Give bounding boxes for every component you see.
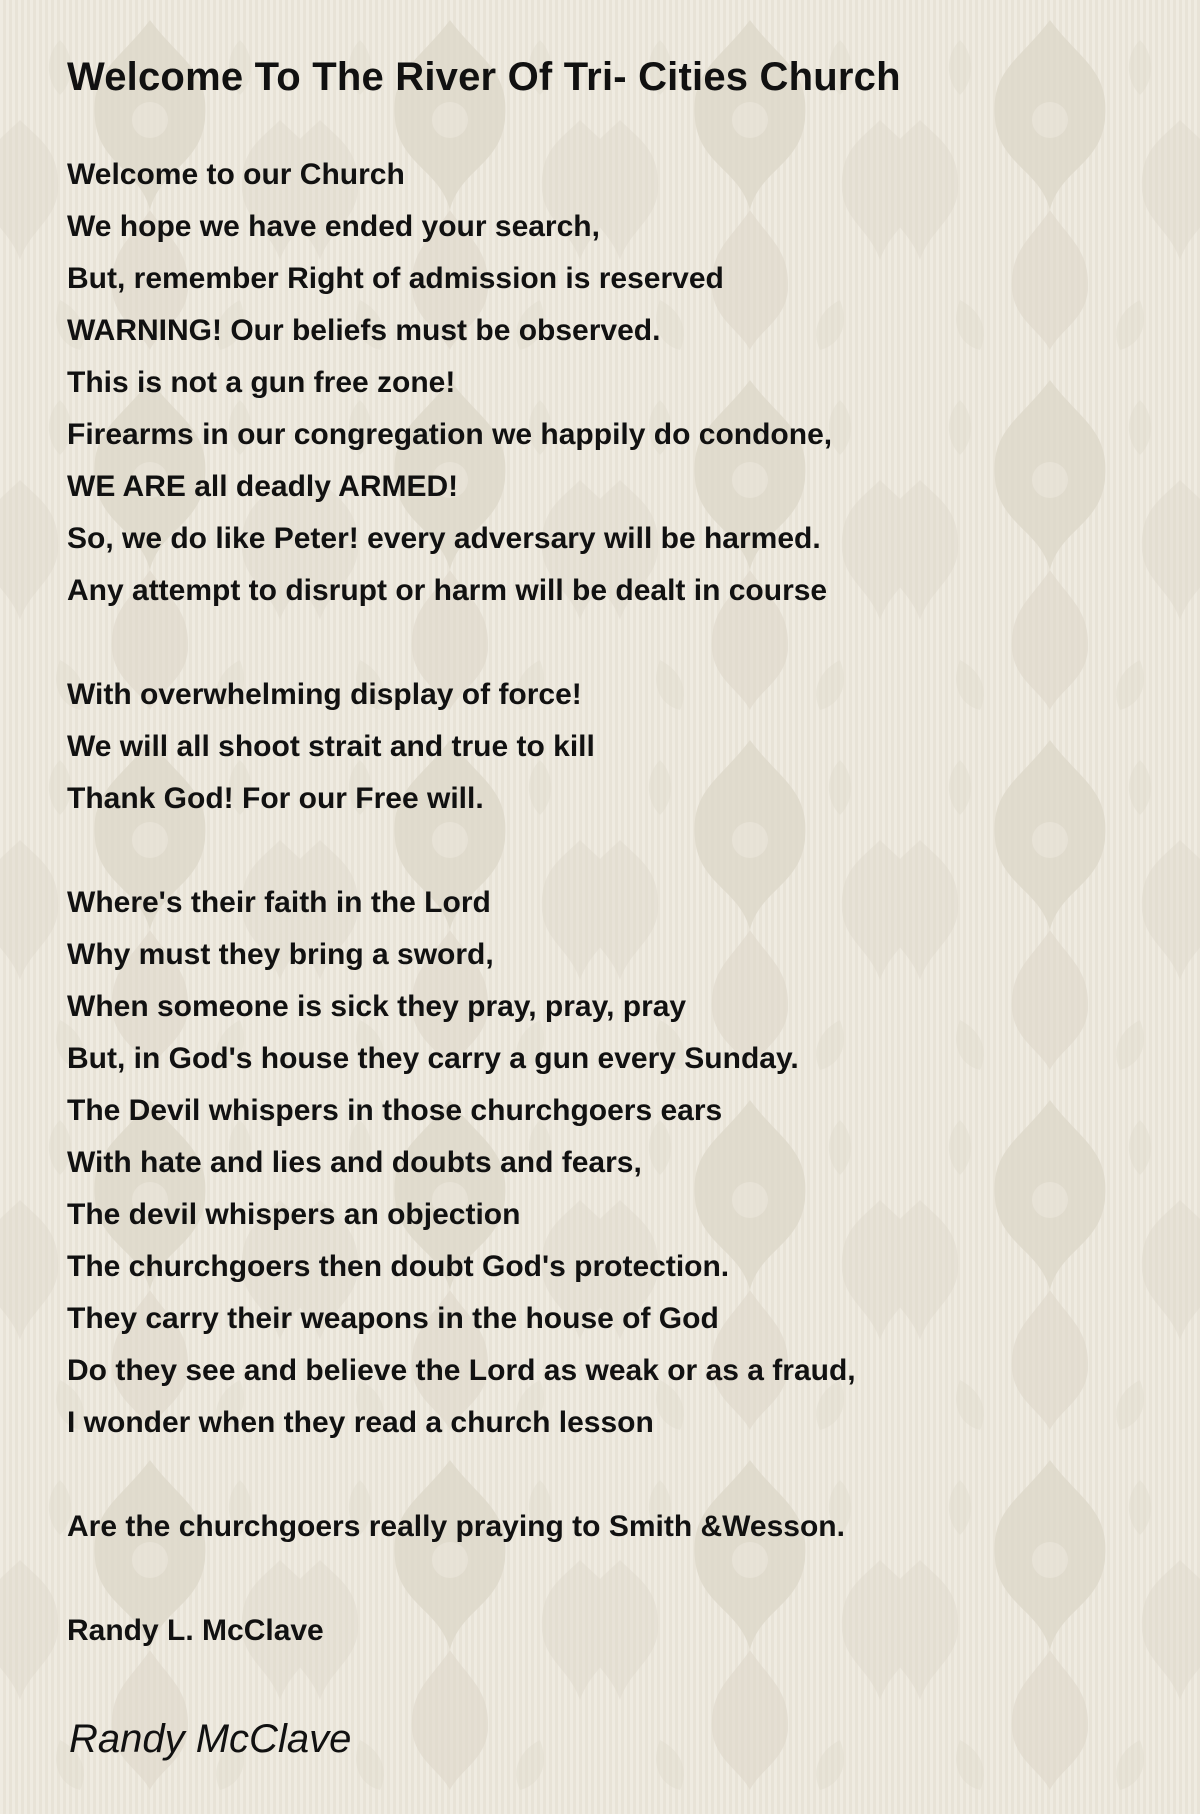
poem-line: This is not a gun free zone!	[67, 366, 456, 399]
poem-line: WARNING! Our beliefs must be observed.	[67, 314, 661, 347]
poem-line: Firearms in our congregation we happily do condone,	[67, 418, 833, 451]
poem-line: Where's their faith in the Lord	[67, 886, 491, 919]
poem-body	[67, 149, 1147, 1605]
poem-line: But, remember Right of admission is reserved	[67, 262, 724, 295]
poem-line: So, we do like Peter! every adversary will be harmed.	[67, 522, 821, 555]
poem-line: Why must they bring a sword,	[67, 938, 494, 971]
poem-line: But, in God's house they carry a gun every Sunday.	[67, 1042, 799, 1075]
poem-line: The Devil whispers in those churchgoers ears	[67, 1094, 723, 1127]
poem-line: I wonder when they read a church lesson	[67, 1406, 654, 1439]
poem-line: We hope we have ended your search,	[67, 210, 600, 243]
poem-title: Welcome To The River Of Tri- Cities Church	[67, 55, 901, 99]
poem-line: They carry their weapons in the house of God	[67, 1302, 719, 1335]
poem-line: Are the churchgoers really praying to Smith &Wesson.	[67, 1510, 845, 1543]
poem-line: The churchgoers then doubt God's protection.	[67, 1250, 730, 1283]
author-name: Randy L. McClave	[67, 1614, 324, 1647]
stanza	[67, 669, 1147, 825]
poem-line: With overwhelming display of force!	[67, 678, 582, 711]
poem-line: When someone is sick they pray, pray, pray	[67, 990, 687, 1023]
poem-line: Any attempt to disrupt or harm will be dealt in course	[67, 574, 828, 607]
poem-line: Do they see and believe the Lord as weak or as a fraud,	[67, 1354, 856, 1387]
stanza	[67, 149, 1147, 617]
poem-line: We will all shoot strait and true to kill	[67, 730, 595, 763]
poem-line: Welcome to our Church	[67, 158, 405, 191]
author-signature: Randy McClave	[69, 1717, 352, 1761]
poem-line: With hate and lies and doubts and fears,	[67, 1146, 642, 1179]
poem-line: The devil whispers an objection	[67, 1198, 521, 1231]
poem-line: Thank God! For our Free will.	[67, 782, 484, 815]
stanza	[67, 877, 1147, 1449]
poem-line: WE ARE all deadly ARMED!	[67, 470, 459, 503]
stanza	[67, 1501, 1147, 1553]
